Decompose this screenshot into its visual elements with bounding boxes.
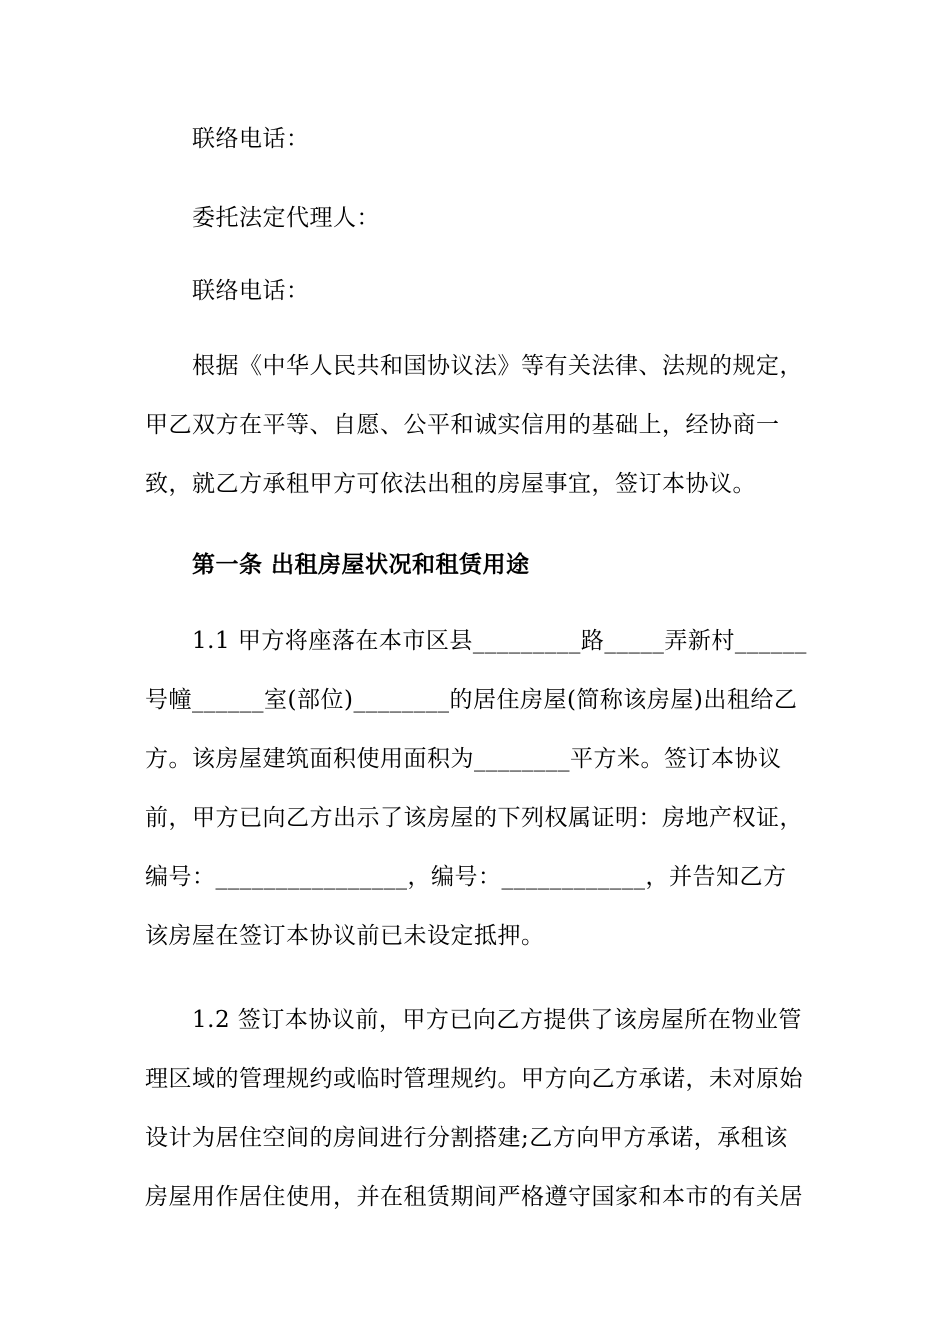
preamble-paragraph: 根据《中华人民共和国协议法》等有关法律、法规的规定，甲乙双方在平等、自愿、公平和诚实信用的基础上，经协商一致，就乙方承租甲方可依法出租的房屋事宜，签订本协议。: [145, 353, 803, 497]
clause-1-2-paragraph: 1.2 签订本协议前，甲方已向乙方提供了该房屋所在物业管理区域的管理规约或临时管理规约。甲方向乙方承诺，未对原始设计为居住空间的房间进行分割搭建;乙方向甲方承诺，承租该房屋用作居住使用，并在租赁期间严格遵守国家和本市的有关居: [145, 1007, 803, 1210]
clause-1-1-paragraph: 1.1 甲方将座落在本市区县_________路_____弄新村______号幢______室(部位)________的居住房屋(简称该房屋)出租给乙方。该房屋建筑面积使用面积为________平方米。签订本协议前，甲方已向乙方出示了该房屋的下列权属证明：房地产权证，编号：________________，编号：____________，并告知乙方该房屋在签订本协议前已未设定抵押。: [145, 628, 807, 949]
legal-agent-field: 委托法定代理人：: [192, 205, 380, 231]
contact-phone-field-1: 联络电话：: [192, 126, 310, 152]
contact-phone-field-2: 联络电话：: [192, 278, 310, 304]
article-1-heading: 第一条 出租房屋状况和租赁用途: [192, 552, 530, 578]
